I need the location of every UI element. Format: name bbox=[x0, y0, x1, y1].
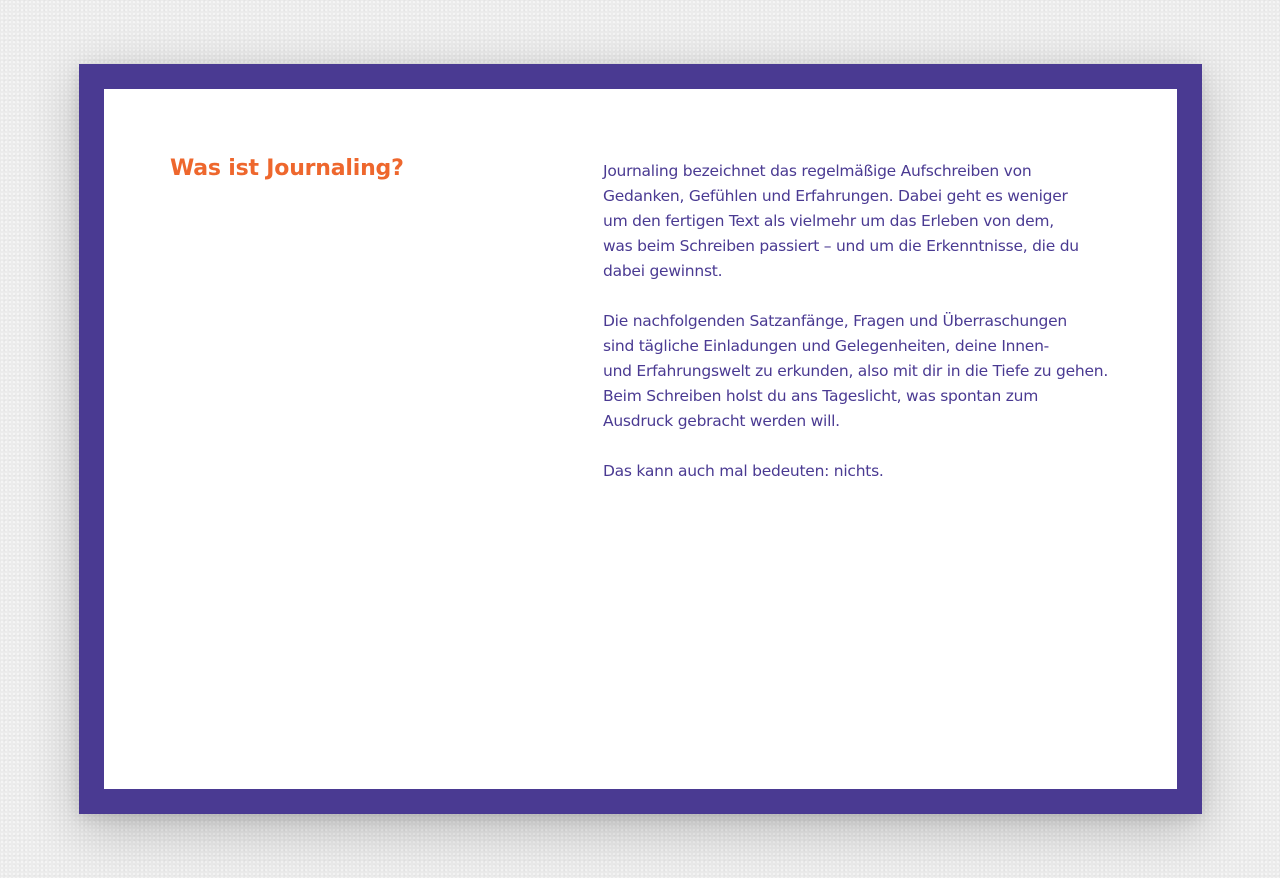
text-line: dabei gewinnst. bbox=[603, 262, 723, 280]
text-line: Ausdruck gebracht werden will. bbox=[603, 412, 840, 430]
paragraph-closing bbox=[603, 459, 1163, 484]
paragraph-intro bbox=[603, 159, 1163, 284]
card-page bbox=[104, 89, 1177, 789]
text-line: was beim Schreiben passiert – und um die Erkenntnisse, die du bbox=[603, 237, 1079, 255]
paragraph-invitation bbox=[603, 309, 1163, 434]
text-line: um den fertigen Text als vielmehr um das Erleben von dem, bbox=[603, 212, 1054, 230]
text-line: sind tägliche Einladungen und Gelegenheiten, deine Innen- bbox=[603, 337, 1049, 355]
card-frame bbox=[79, 64, 1202, 814]
card-body bbox=[603, 159, 1163, 484]
text-line: Journaling bezeichnet das regelmäßige Aufschreiben von bbox=[603, 162, 1032, 180]
text-line: und Erfahrungswelt zu erkunden, also mit dir in die Tiefe zu gehen. bbox=[603, 362, 1108, 380]
text-line: Beim Schreiben holst du ans Tageslicht, was spontan zum bbox=[603, 387, 1039, 405]
text-line: Die nachfolgenden Satzanfänge, Fragen und Überraschungen bbox=[603, 312, 1067, 330]
text-line: Gedanken, Gefühlen und Erfahrungen. Dabei geht es weniger bbox=[603, 187, 1068, 205]
text-line: Das kann auch mal bedeuten: nichts. bbox=[603, 462, 884, 480]
card-title: Was ist Journaling? bbox=[170, 156, 404, 181]
